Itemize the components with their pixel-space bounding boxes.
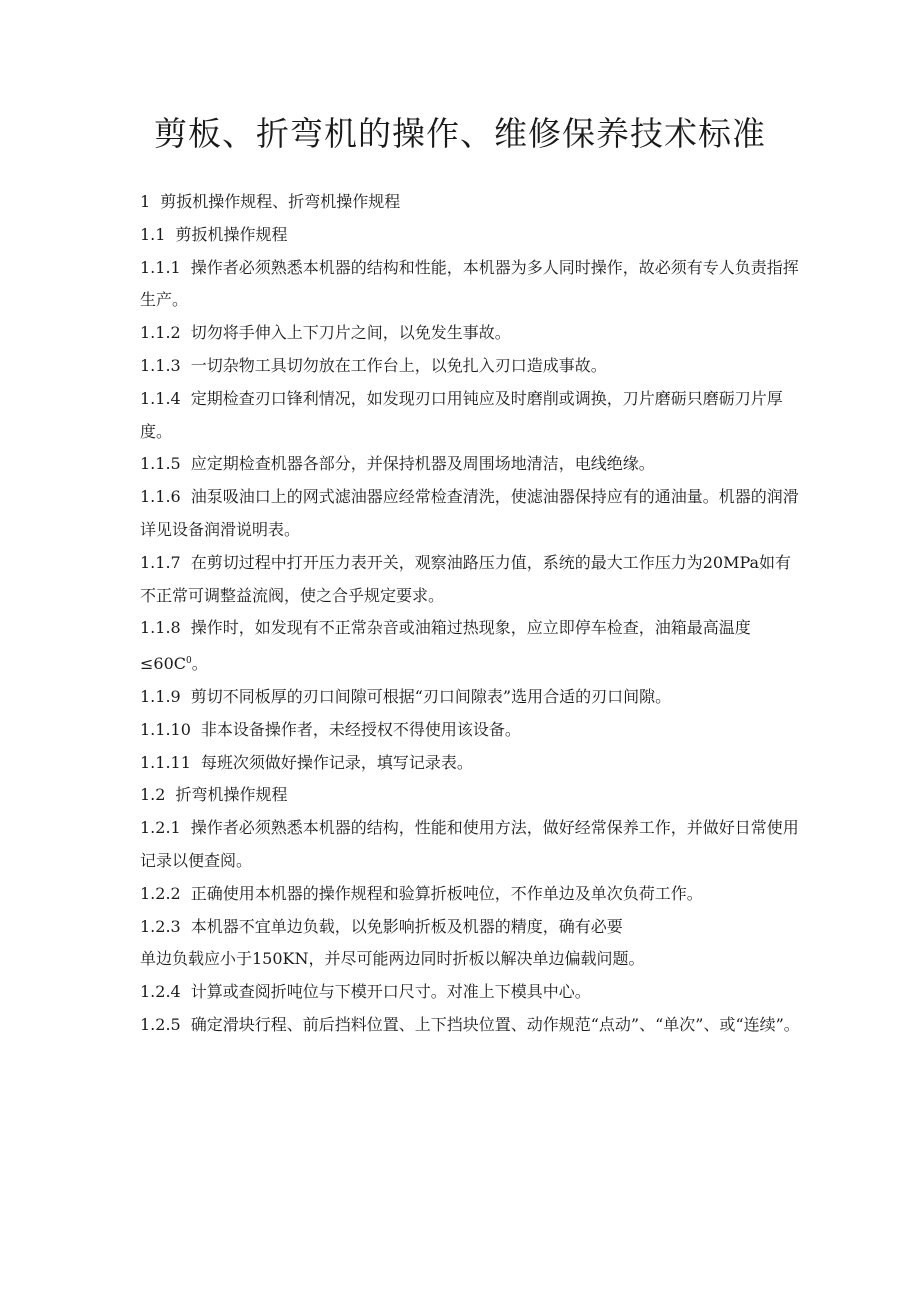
clause-tail: 。 [191, 654, 208, 674]
clause-number: 1.1.10 [140, 719, 191, 739]
paragraph [140, 747, 800, 780]
clause-text: 每班次须做好操作记录，填写记录表。 [200, 752, 473, 772]
clause-text: 在剪切过程中打开压力表开关，观察油路压力值，系统的最大工作压力为20MPa如有不正常可调整益流阀，使之合乎规定要求。 [140, 552, 792, 605]
page-title: 剪板、折弯机的操作、维修保养技术标准 [154, 114, 766, 153]
paragraph [140, 878, 800, 911]
clause-text: 正确使用本机器的操作规程和验算折板吨位，不作单边及单次负荷工作。 [190, 883, 703, 903]
paragraph [140, 911, 800, 944]
clause-number: 1.1.2 [140, 323, 181, 343]
clause-text: 定期检查刃口锋利情况，如发现刃口用钝应及时磨削或调换，刀片磨砺只磨砺刀片厚度。 [140, 388, 783, 441]
clause-text: 剪扳机操作规程 [175, 224, 288, 244]
clause-number: 1.1.11 [140, 752, 191, 772]
clause-number: 1.2.1 [140, 818, 181, 838]
clause-text: 折弯机操作规程 [175, 785, 288, 805]
paragraph [140, 681, 800, 714]
clause-text: 应定期检查机器各部分，并保持机器及周围场地清洁，电线绝缘。 [190, 454, 655, 474]
paragraph [140, 448, 800, 481]
paragraph [140, 481, 800, 547]
clause-text: 剪扳机操作规程、折弯机操作规程 [160, 192, 401, 211]
paragraph [140, 252, 800, 318]
clause-text: 切勿将手伸入上下刀片之间，以免发生事故。 [190, 323, 511, 343]
clause-number: 1.1.7 [140, 552, 181, 572]
paragraph [140, 383, 800, 449]
paragraph [140, 976, 800, 1009]
paragraph [140, 350, 800, 383]
clause-text: 操作时，如发现有不正常杂音或油箱过热现象，应立即停车检查，油箱最高温度≤60C [140, 618, 751, 674]
clause-number: 1.1.8 [140, 618, 181, 638]
clause-number: 1.1 [140, 224, 166, 244]
clause-number: 1.2.4 [140, 982, 181, 1002]
paragraph [140, 612, 800, 681]
clause-number: 1.2 [140, 785, 166, 805]
clause-number: 1.2.2 [140, 883, 181, 903]
paragraph [140, 186, 800, 219]
clause-number: 1 [140, 192, 151, 211]
clause-text: 非本设备操作者，未经授权不得使用该设备。 [200, 719, 521, 739]
clause-number: 1.2.3 [140, 916, 181, 936]
clause-text: 计算或查阅折吨位与下模开口尺寸。对准上下模具中心。 [190, 982, 591, 1002]
clause-number: 1.1.3 [140, 355, 181, 375]
clause-number: 1.2.5 [140, 1014, 181, 1034]
clause-number: 1.1.9 [140, 686, 181, 706]
paragraph [140, 219, 800, 252]
paragraph [140, 714, 800, 747]
paragraph [140, 317, 800, 350]
clause-number: 1.1.1 [140, 257, 181, 277]
document-body [140, 186, 800, 1042]
clause-text: 确定滑块行程、前后挡料位置、上下挡块位置、动作规范“点动”、“单次”、或“连续”。 [190, 1014, 800, 1034]
clause-text: 本机器不宜单边负载，以免影响折板及机器的精度，确有必要 [190, 916, 623, 936]
superscript: 0 [186, 656, 192, 667]
clause-number: 1.1.4 [140, 388, 181, 408]
clause-text: 操作者必须熟悉本机器的结构，性能和使用方法，做好经常保养工作，并做好日常使用记录以便查阅。 [140, 818, 799, 870]
paragraph [140, 943, 800, 976]
paragraph [140, 812, 800, 878]
clause-number: 1.1.5 [140, 454, 181, 474]
clause-text: 油泵吸油口上的网式滤油器应经常检查清洗，使滤油器保持应有的通油量。机器的润滑详见设备润滑说明表。 [140, 487, 799, 539]
clause-text: 剪切不同板厚的刃口间隙可根据“刃口间隙表”选用合适的刃口间隙。 [190, 686, 672, 706]
paragraph [140, 1009, 800, 1042]
clause-text: 一切杂物工具切勿放在工作台上，以免扎入刃口造成事故。 [190, 355, 607, 375]
paragraph [140, 547, 800, 613]
clause-text: 操作者必须熟悉本机器的结构和性能，本机器为多人同时操作，故必须有专人负责指挥生产。 [140, 257, 799, 310]
clause-number: 1.1.6 [140, 487, 181, 507]
paragraph [140, 779, 800, 812]
clause-text: 单边负载应小于150KN，并尽可能两边同时折板以解决单边偏载问题。 [140, 949, 645, 969]
